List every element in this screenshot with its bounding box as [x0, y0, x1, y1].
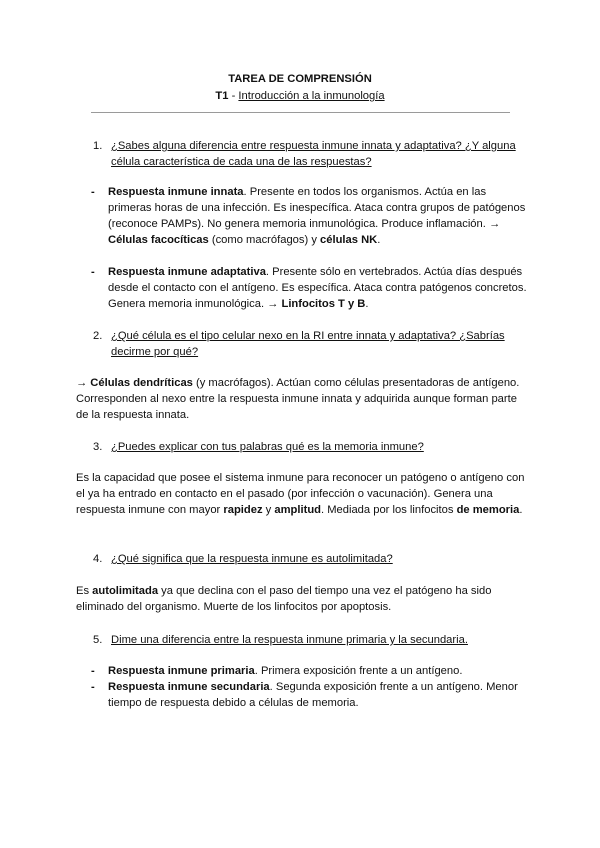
bullet-body: (como macrófagos) y	[208, 234, 321, 246]
bullet-body: . Presente en todos los organismos. Actúa en las primeras horas de una infección. Es inespecífica. Ataca contra grupos de patógenos (reconoce PAMPs). No genera memoria inmunológica. Produce inflamación. →	[108, 186, 526, 230]
question-number: 2.	[93, 330, 103, 342]
document-subtitle	[0, 88, 600, 105]
term-phagocytic: Células facocíticas	[108, 234, 209, 246]
term-adaptive: Respuesta inmune adaptativa	[108, 266, 266, 278]
header-divider	[91, 112, 510, 113]
bullet-secondary	[91, 679, 531, 711]
answer-body: . Mediada por los linfocitos	[321, 504, 457, 516]
unit-title-link[interactable]: Introducción a la inmunología	[238, 90, 385, 102]
term-rapidez: rapidez	[223, 504, 263, 516]
question-text: Dime una diferencia entre la respuesta inmune primaria y la secundaria.	[111, 634, 468, 646]
question-1	[93, 138, 516, 168]
question-number: 1.	[93, 140, 103, 152]
answer-body: (y macrófagos). Actúan como células presentadoras de antígeno. Corresponden al nexo entre la respuesta inmune innata y adquirida aunque forman parte de la respuesta innata.	[76, 377, 520, 421]
answer-body: y	[262, 504, 275, 516]
bullet-adaptive	[91, 264, 531, 312]
bullet-dash: -	[91, 665, 95, 677]
unit-code: T1	[215, 90, 229, 102]
term-amplitud: amplitud	[274, 504, 321, 516]
answer-4	[76, 583, 531, 615]
arrow: →	[76, 377, 91, 389]
question-number: 4.	[93, 553, 103, 565]
bullet-dash: -	[91, 681, 95, 693]
document-title: TAREA DE COMPRENSIÓN	[228, 73, 372, 85]
question-2	[93, 328, 505, 358]
answer-body: Es la capacidad que posee el sistema inmune para reconocer un patógeno o antígeno con el ya ha entrado en contacto en el pasado (por infección o vacunación). Genera una respuesta inmune con mayor	[76, 472, 525, 516]
term-innate: Respuesta inmune innata	[108, 186, 244, 198]
question-4	[93, 551, 393, 567]
bullet-body: .	[365, 298, 369, 310]
bullet-text	[108, 264, 531, 312]
bullet-innate	[91, 184, 531, 248]
subtitle-separator: -	[228, 90, 239, 102]
question-text: ¿Puedes explicar con tus palabras qué es la memoria inmune?	[111, 441, 424, 453]
question-number: 5.	[93, 634, 103, 646]
question-text: ¿Qué célula es el tipo celular nexo en la RI entre innata y adaptativa? ¿Sabrías decirme por qué?	[111, 330, 505, 358]
bullet-text	[108, 184, 531, 248]
term-dendritic: Células dendríticas	[90, 377, 193, 389]
term-lymphocytes: Linfocitos T y B	[281, 298, 366, 310]
term-primary: Respuesta inmune primaria	[108, 665, 255, 677]
bullet-dash: -	[91, 266, 95, 278]
answer-2	[76, 375, 531, 423]
bullet-text	[108, 679, 531, 711]
term-autolimitada: autolimitada	[92, 585, 159, 597]
bullet-body: . Presente sólo en vertebrados. Actúa días después desde el contacto con el antígeno. Es específica. Ataca contra patógenos concretos. Genera memoria inmunológica. →	[108, 266, 527, 310]
question-5	[93, 632, 468, 648]
term-memoria: de memoria	[456, 504, 520, 516]
bullet-body: .	[377, 234, 381, 246]
bullet-dash: -	[91, 186, 95, 198]
answer-body: .	[519, 504, 523, 516]
answer-3	[76, 470, 531, 518]
term-nk: células NK	[320, 234, 378, 246]
bullet-primary	[91, 663, 531, 679]
answer-body: ya que declina con el paso del tiempo una vez el patógeno ha sido eliminado del organismo. Muerte de los linfocitos por apoptosis.	[76, 585, 492, 613]
bullet-body: . Primera exposición frente a un antígeno.	[254, 665, 463, 677]
term-secondary: Respuesta inmune secundaria	[108, 681, 270, 693]
bullet-text	[108, 663, 531, 679]
question-text: ¿Sabes alguna diferencia entre respuesta inmune innata y adaptativa? ¿Y alguna célula característica de cada una de las respuestas?	[111, 140, 516, 168]
question-number: 3.	[93, 441, 103, 453]
question-3	[93, 439, 424, 455]
answer-body: Es	[76, 585, 93, 597]
question-text: ¿Qué significa que la respuesta inmune es autolimitada?	[111, 553, 393, 565]
bullet-body: . Segunda exposición frente a un antígeno. Menor tiempo de respuesta debido a células de memoria.	[108, 681, 518, 709]
document-header	[0, 71, 600, 105]
